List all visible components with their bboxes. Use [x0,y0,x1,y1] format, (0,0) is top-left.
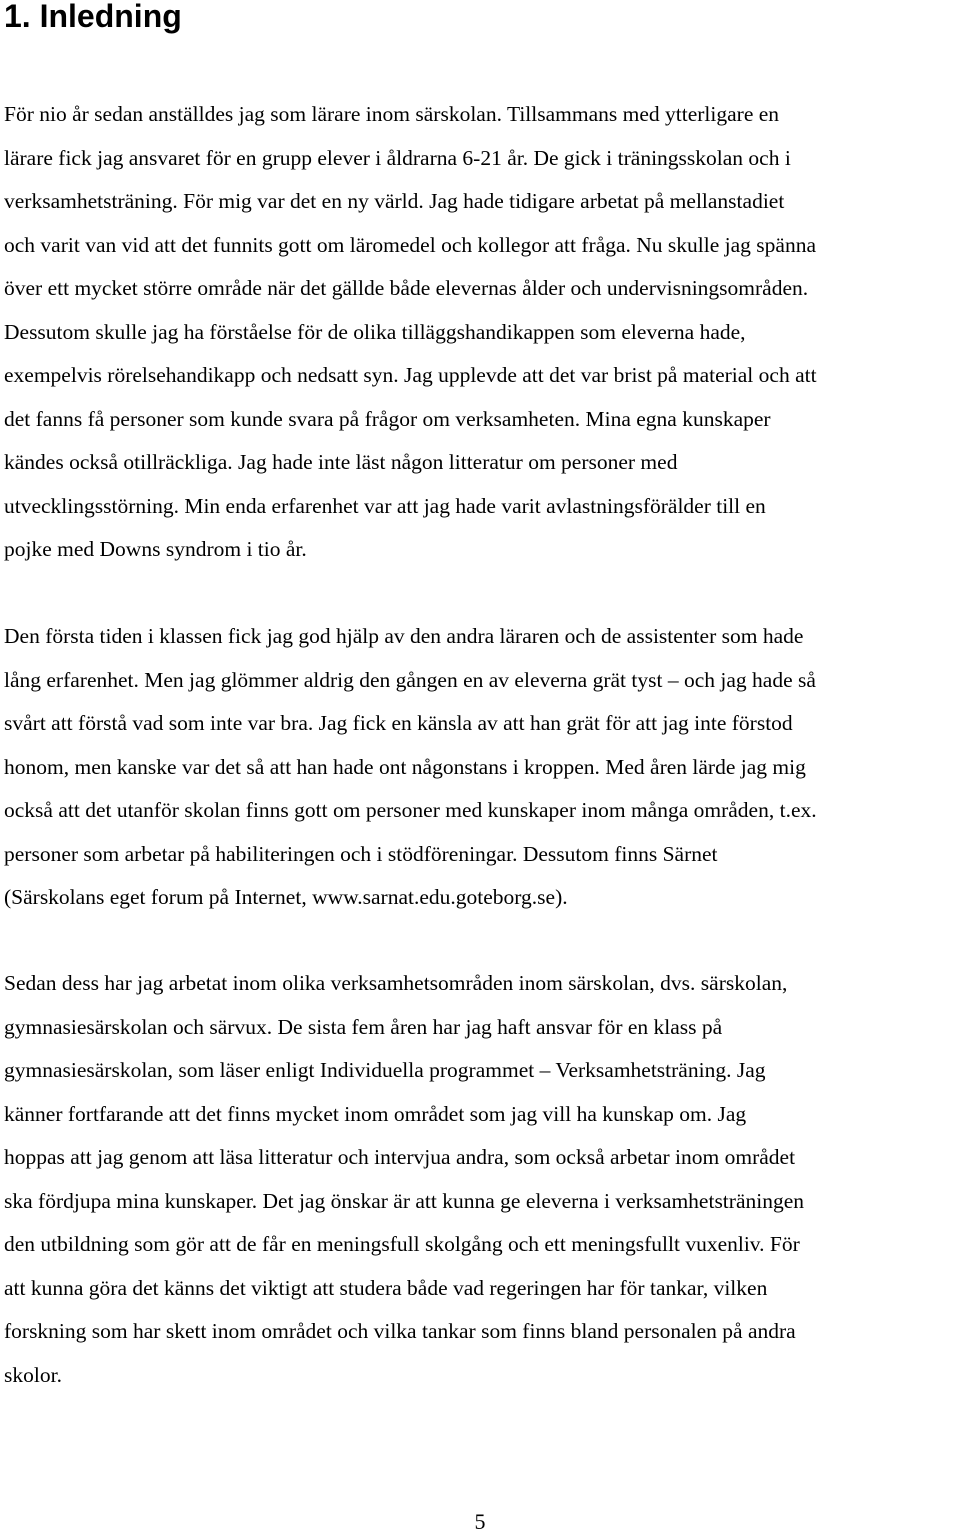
paragraph-1 [4,93,960,572]
text-line: svårt att förstå vad som inte var bra. Jag fick en känsla av att han grät för att jag inte förstod [4,711,793,735]
text-line: ska fördjupa mina kunskaper. Det jag önskar är att kunna ge eleverna i verksamhetsträningen [4,1188,805,1213]
text-line: pojke med Downs syndrom i tio år. [4,537,307,561]
text-line: skolor. [4,1362,62,1387]
text-line: Den första tiden i klassen fick jag god hjälp av den andra läraren och de assistenter som hade [4,624,804,648]
text-line: utvecklingsstörning. Min enda erfarenhet var att jag hade varit avlastningsförälder till en [4,493,766,518]
text-line: lärare fick jag ansvaret för en grupp elever i åldrarna 6-21 år. De gick i träningsskolan och i [4,145,791,170]
text-line: Dessutom skulle jag ha förståelse för de olika tilläggshandikappen som eleverna hade, [4,319,746,344]
text-line: över ett mycket större område när det gällde både elevernas ålder och undervisningsområden. [4,276,809,300]
paragraph-3 [4,962,960,1397]
text-line: kändes också otillräckliga. Jag hade inte läst någon litteratur om personer med [4,450,678,474]
paragraph-2 [4,615,960,920]
page-number: 5 [474,1509,486,1534]
text-line: det fanns få personer som kunde svara på frågor om verksamheten. Mina egna kunskaper [4,406,771,431]
text-line: honom, men kanske var det så att han hade ont någonstans i kroppen. Med åren lärde jag mig [4,754,806,779]
text-line: och varit van vid att det funnits gott om läromedel och kollegor att fråga. Nu skulle jag spänna [4,232,817,257]
text-line: gymnasiesärskolan, som läser enligt Individuella programmet – Verksamhetsträning. Jag [4,1058,766,1082]
text-line: För nio år sedan anställdes jag som lärare inom särskolan. Tillsammans med ytterligare en [4,102,780,126]
text-line: känner fortfarande att det finns mycket inom området som jag vill ha kunskap om. Jag [4,1101,747,1126]
section-heading: 1. Inledning [4,0,182,34]
text-line: personer som arbetar på habiliteringen och i stödföreningar. Dessutom finns Särnet [4,841,718,866]
text-line: Sedan dess har jag arbetat inom olika verksamhetsområden inom särskolan, dvs. särskolan, [4,971,788,995]
text-line: verksamhetsträning. För mig var det en ny värld. Jag hade tidigare arbetat på mellanstadiet [4,189,785,213]
text-line: forskning som har skett inom området och vilka tankar som finns bland personalen på andra [4,1319,796,1343]
text-line: lång erfarenhet. Men jag glömmer aldrig den gången en av eleverna grät tyst – och jag hade så [4,667,816,692]
text-line: (Särskolans eget forum på Internet, www.sarnat.edu.goteborg.se). [4,885,568,909]
text-line: att kunna göra det känns det viktigt att studera både vad regeringen har för tankar, vilken [4,1275,768,1300]
text-line: exempelvis rörelsehandikapp och nedsatt syn. Jag upplevde att det var brist på material och att [4,363,817,387]
text-line: gymnasiesärskolan och särvux. De sista fem åren har jag haft ansvar för en klass på [4,1014,723,1039]
text-line: hoppas att jag genom att läsa litteratur och intervjua andra, som också arbetar inom området [4,1145,796,1169]
text-line: den utbildning som gör att de får en meningsfull skolgång och ett meningsfullt vuxenliv. För [4,1232,800,1256]
text-line: också att det utanför skolan finns gott om personer med kunskaper inom många områden, t.ex. [4,798,817,822]
